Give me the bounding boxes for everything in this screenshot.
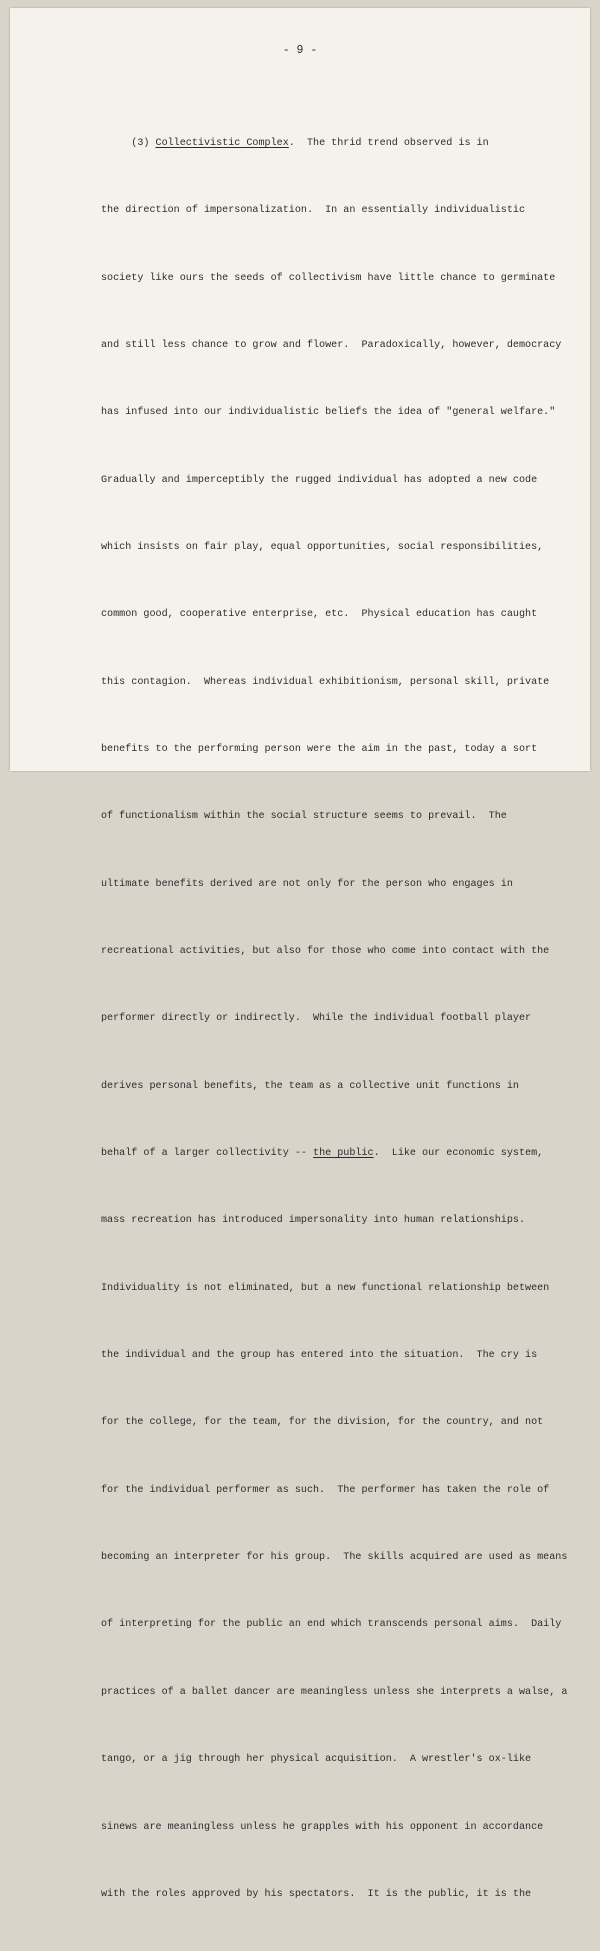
text-line: this contagion. Whereas individual exhibitionism, personal skill, private (101, 676, 550, 688)
page-number: - 9 - (282, 44, 318, 57)
text-line: practices of a ballet dancer are meaningless unless she interprets a walse, a (101, 1686, 568, 1698)
document-page (10, 8, 590, 1900)
text-line: of functionalism within the social structure seems to prevail. The (101, 811, 507, 823)
text-line: performer directly or indirectly. While the individual football player (101, 1013, 532, 1025)
text-line: with the roles approved by his spectators. It is the public, it is the (101, 1888, 532, 1900)
text-line: the individual and the group has entered into the situation. The cry is (101, 1350, 538, 1362)
text-line: for the college, for the team, for the division, for the country, and not (101, 1417, 544, 1429)
underlined-heading: Collectivistic Complex (155, 137, 289, 149)
text-line: benefits to the performing person were the aim in the past, today a sort (101, 744, 538, 755)
text-line: mass recreation has introduced impersonality into human relationships. (101, 1215, 526, 1227)
text-line: (3) Collectivistic Complex. The thrid trend observed is in (101, 137, 489, 149)
text-line: tango, or a jig through her physical acquisition. A wrestler's ox-like (101, 1754, 532, 1766)
text-line: the direction of impersonalization. In an essentially individualistic (101, 205, 526, 217)
text-line: Gradually and imperceptibly the rugged individual has adopted a new code (101, 474, 538, 486)
text-line: has infused into our individualistic beliefs the idea of "general welfare." (101, 407, 556, 419)
text-line: sinews are meaningless unless he grapples with his opponent in accordance (101, 1821, 544, 1833)
text-line: for the individual performer as such. The performer has taken the role of (101, 1484, 550, 1496)
text-line: recreational activities, but also for those who come into contact with the (101, 946, 550, 958)
text-line: society like ours the seeds of collectivism have little chance to germinate (101, 272, 556, 284)
text-line: common good, cooperative enterprise, etc. Physical education has caught (101, 609, 538, 621)
text-line: of interpreting for the public an end which transcends personal aims. Daily (101, 1619, 562, 1631)
text-line: ultimate benefits derived are not only for the person who engages in (101, 878, 513, 890)
text-line: derives personal benefits, the team as a collective unit functions in (101, 1080, 519, 1092)
text-line: behalf of a larger collectivity -- the public. Like our economic system, (101, 1148, 544, 1160)
text-line: becoming an interpreter for his group. The skills acquired are used as means (101, 1552, 568, 1564)
underlined-phrase: the public (313, 1148, 374, 1160)
text-line: which insists on fair play, equal opportunities, social responsibilities, (101, 541, 544, 553)
text-line: and still less chance to grow and flower. Paradoxically, however, democracy (101, 339, 562, 351)
body-text (101, 88, 568, 1951)
text-line: Individuality is not eliminated, but a new functional relationship between (101, 1282, 550, 1294)
